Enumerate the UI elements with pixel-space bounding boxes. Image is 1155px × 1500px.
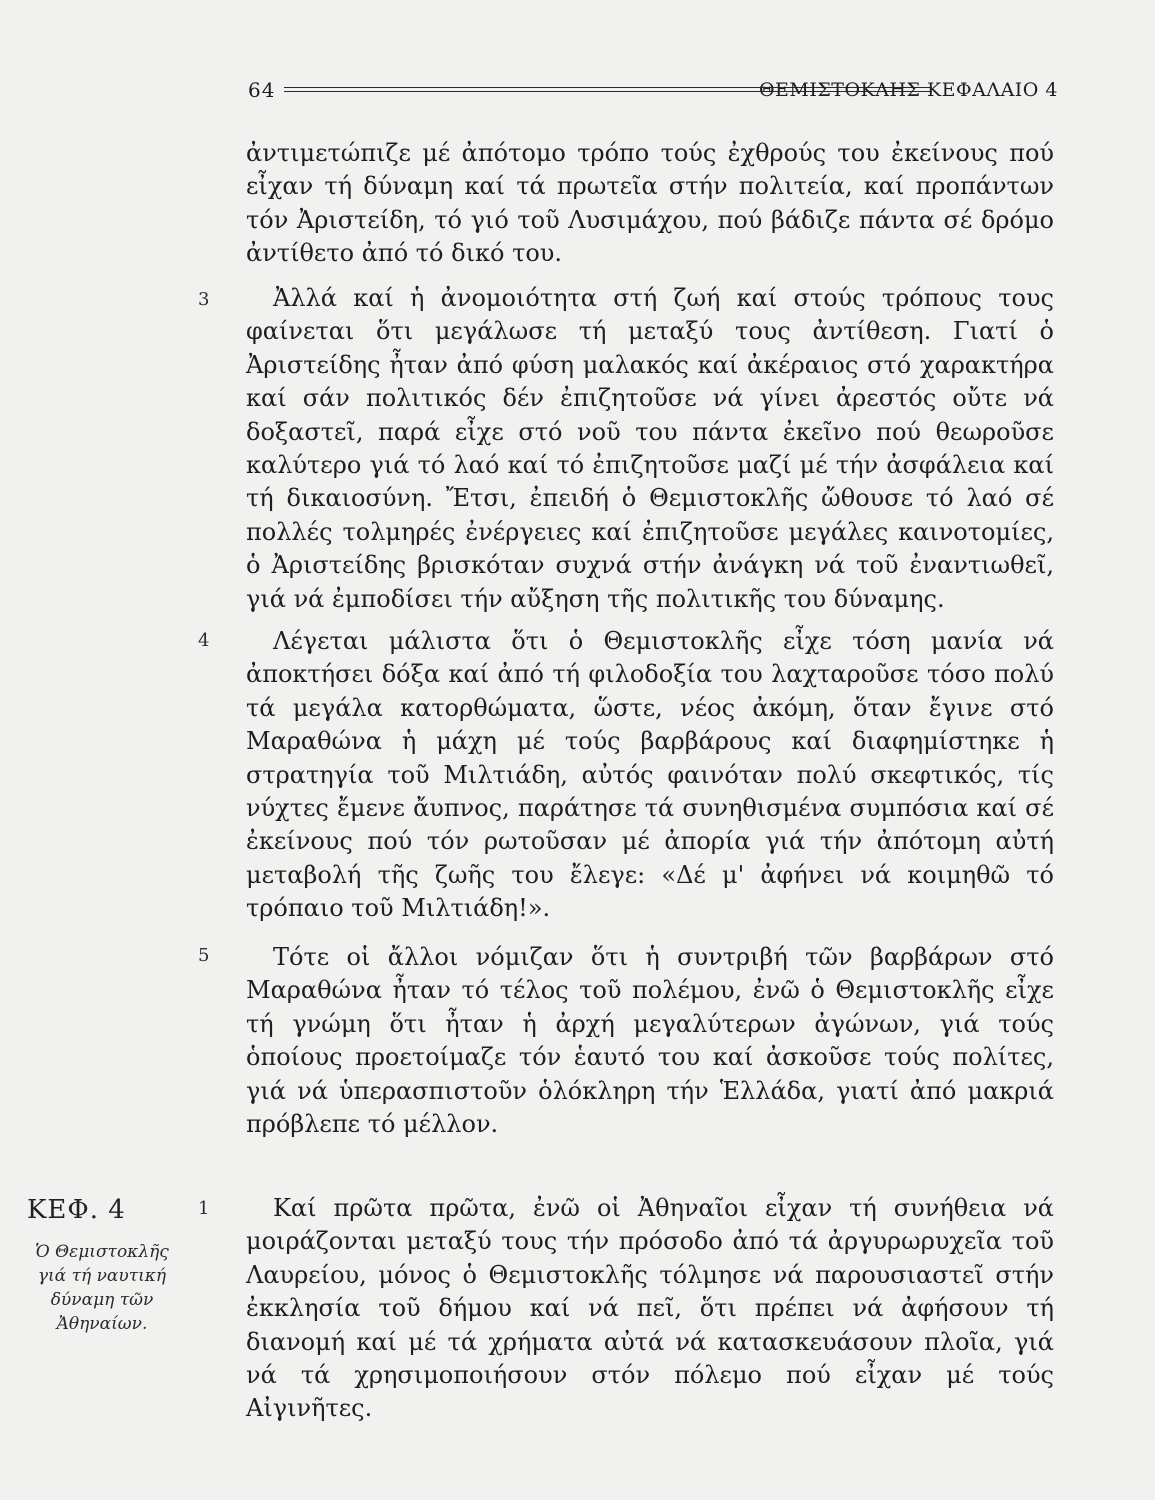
paragraph-4 [246,625,1054,926]
paragraph-continued [246,137,1054,271]
paragraph-number: 4 [198,630,210,651]
paragraph-3 [246,282,1054,616]
paragraph-text: ἀντιμετώπιζε μέ ἀπότομο τρόπο τούς ἐχθρούς του ἐκείνους πού εἶχαν τή δύναμη καί τά πρωτεῖα στήν πολιτεία, καί προπάντων τόν Ἀριστείδη, τό γιό τοῦ Λυσιμάχου, πού βάδιζε πάντα σέ δρόμο ἀντίθετο ἀπό τό δικό του. [246,139,1054,268]
paragraph-number: 3 [198,289,210,310]
paragraph-5 [246,941,1054,1141]
page-number: 64 [248,78,276,102]
chapter-summary-note: Ὁ Θεμιστοκλῆς γιά τή ναυτική δύναμη τῶν Ἀθηναίων. [35,1242,169,1334]
chapter-label: ΚΕΦ. 4 [27,1195,126,1225]
paragraph-text: Ἀλλά καί ἡ ἀνομοιότητα στή ζωή καί στούς τρόπους τους φαίνεται ὅτι μεγάλωσε τή μεταξύ τους ἀντίθεση. Γιατί ὁ Ἀριστείδης ἦταν ἀπό φύση μαλακός καί ἀκέραιος στό χαρακτήρα καί σάν πολιτικός δέν ἐπιζητοῦσε νά γίνει ἀρεστός οὔτε νά δοξαστεῖ, παρά εἶχε στό νοῦ του πάντα ἐκεῖνο πού θεωροῦσε καλύτερο γιά τό λαό καί τό ἐπιζητοῦσε μαζί μέ τήν ἀσφάλεια καί τή δικαιοσύνη. Ἔτσι, ἐπειδή ὁ Θεμιστοκλῆς ὤθουσε τό λαό σέ πολλές τολμηρές ἐνέργειες καί ἐπιζητοῦσε μεγάλες καινοτομίες, ὁ Ἀριστείδης βρισκόταν συχνά στήν ἀνάγκη νά τοῦ ἐναντιωθεῖ, γιά νά ἐμποδίσει τήν αὔξηση τῆς πολιτικῆς του δύναμης. [246,284,1054,613]
paragraph-number: 5 [198,945,210,966]
page-header [248,76,1058,108]
paragraph-chapter4-1 [246,1192,1054,1426]
paragraph-text: Καί πρῶτα πρῶτα, ἐνῶ οἱ Ἀθηναῖοι εἶχαν τή συνήθεια νά μοιράζονται μεταξύ τους τήν πρόσοδο ἀπό τά ἀργυρωρυχεῖα τοῦ Λαυρείου, μόνος ὁ Θεμιστοκλῆς τόλμησε νά παρουσιαστεῖ στήν ἐκκλησία τοῦ δήμου καί νά πεῖ, ὅτι πρέπει νά ἀφήσουν τή διανομή καί μέ τά χρήματα αὐτά νά κατασκευάσουν πλοῖα, γιά νά τά χρησιμοποιήσουν στόν πόλεμο πού εἶχαν μέ τούς Αἰγινῆτες. [246,1194,1054,1423]
paragraph-text: Λέγεται μάλιστα ὅτι ὁ Θεμιστοκλῆς εἶχε τόση μανία νά ἀποκτήσει δόξα καί ἀπό τή φιλοδοξία του λαχταροῦσε τόσο πολύ τά μεγάλα κατορθώματα, ὥστε, νέος ἀκόμη, ὅταν ἔγινε στό Μαραθώνα ἡ μάχη μέ τούς βαρβάρους καί διαφημίστηκε ἡ στρατηγία τοῦ Μιλτιάδη, αὐτός φαινόταν πολύ σκεφτικός, τίς νύχτες ἔμενε ἄυπνος, παράτησε τά συνηθισμένα συμπόσια καί σέ ἐκείνους πού τόν ρωτοῦσαν μέ ἀπορία γιά τήν ἀπότομη αὐτή μεταβολή τῆς ζωῆς του ἔλεγε: «Δέ μ' ἀφήνει νά κοιμηθῶ τό τρόπαιο τοῦ Μιλτιάδη!». [246,627,1054,923]
paragraph-number: 1 [198,1198,210,1219]
running-title: ΘΕΜΙΣΤΟΚΛΗΣ ΚΕΦΑΛΑΙΟ 4 [758,79,1058,101]
paragraph-text: Τότε οἱ ἄλλοι νόμιζαν ὅτι ἡ συντριβή τῶν βαρβάρων στό Μαραθώνα ἦταν τό τέλος τοῦ πολέμου, ἐνῶ ὁ Θεμιστοκλῆς εἶχε τή γνώμη ὅτι ἦταν ἡ ἀρχή μεγαλύτερων ἀγώνων, γιά τούς ὁποίους προετοίμαζε τόν ἑαυτό του καί ἀσκοῦσε τούς πολίτες, γιά νά ὑπερασπιστοῦν ὁλόκληρη τήν Ἑλλάδα, γιατί ἀπό μακριά πρόβλεπε τό μέλλον. [246,943,1054,1139]
